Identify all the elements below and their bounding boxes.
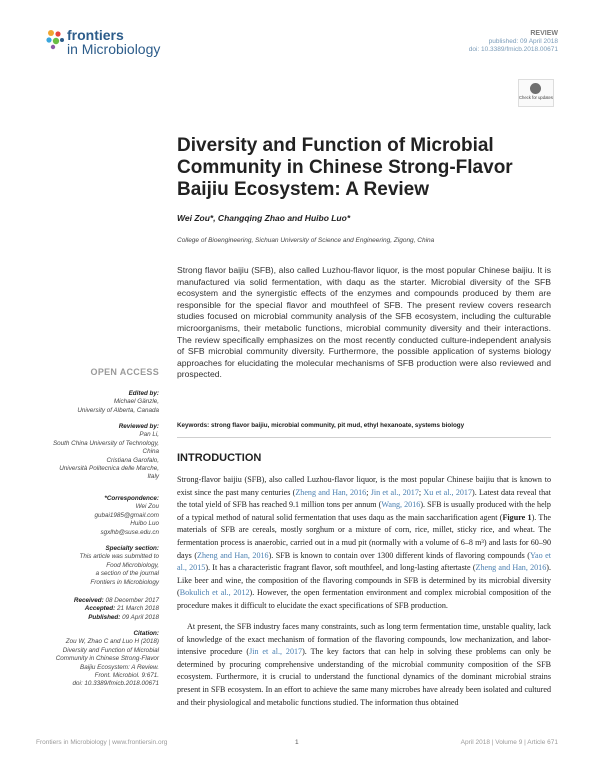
citation-doi[interactable]: doi: 10.3389/fmicb.2018.00671 [72,680,159,688]
correspondence [34,495,159,537]
received-row [34,597,159,605]
reviewer1-country: China [142,448,159,456]
reviewed-by [34,423,159,482]
page-number: 1 [295,739,299,746]
citation-line5: Front. Microbiol. 9:671. [94,672,159,680]
p1-text: Strong-flavor baijiu (SFB), also called Luzhou-flavor liquor, is the most popular Chinese baijiu that is known to exist since the past many centuries ( [177,475,551,497]
citation-link[interactable]: Yao et al., 2015 [177,550,551,573]
specialty-section [34,545,159,587]
citation-line1: Zou W, Zhao C and Luo H (2018) [65,638,159,646]
citation-line3: Community in Chinese Strong-Flavor [55,655,159,663]
citation-label: Citation: [133,630,159,637]
figure-reference[interactable]: Figure 1 [502,512,532,522]
citation-line4: Baijiu Ecosystem: A Review. [80,663,159,671]
dates [34,597,159,622]
citation-link[interactable]: Jin et al., 2017 [249,647,303,657]
p1-text: ). It has a characteristic fragrant flavor, soft mouthfeel, and long-lasting aftertaste ( [205,563,476,573]
paragraph-2 [177,621,551,709]
paragraph-1 [177,474,551,613]
p1-text: ). SFB is usually produced with the help of a typical method of natural solid fermentation that uses daqu as the main saccharification agent ( [177,500,551,522]
corr1-email[interactable]: gubai1985@gmail.com [94,511,159,519]
corr2-name: Huibo Luo [130,520,159,528]
edited-by-label: Edited by: [128,390,159,397]
corr1-name: Wei Zou [135,503,159,511]
editor-name: Michael Gänzle, [113,398,159,406]
p1-text: ). Latest data reveal that the total yield of SFB has reached 9.1 million tons per annum ( [177,487,551,510]
keywords-list: strong flavor baijiu, microbial community, pit mud, ethyl hexanoate, systems biology [210,422,465,429]
accepted-label: Accepted: [84,605,116,613]
affiliation: College of Bioengineering, Sichuan University of Science and Engineering, Zigong, China [177,237,435,244]
check-for-updates-icon [530,83,541,94]
footer-volume: April 2018 | Volume 9 | Article 671 [460,739,558,746]
specialty-line3: a section of the journal [95,570,159,578]
footer-journal[interactable]: Frontiers in Microbiology | www.frontiersin.org [36,739,168,746]
edited-by [34,390,159,415]
divider [177,437,551,438]
doi[interactable]: doi: 10.3389/fmicb.2018.00671 [468,46,558,53]
frontiers-logo-icon [44,28,66,50]
keywords-label: Keywords: [177,422,210,429]
p1-text: ; [418,487,424,497]
reviewer2-name: Cristiana Garofalo, [106,456,159,464]
editor-affiliation: University of Alberta, Canada [77,406,159,414]
reviewer2-country: Italy [147,473,159,481]
p1-text: ). The materials of SFB are cereals, mostly sorghum or a mixture of corn, rice, millet, sticky rice, and wheat. The fermentation process is anaerobic, carried out in a mud pit (normally with a volume of 6–8 m³) and lasts for 60–90 days ( [177,512,551,560]
citation-link[interactable]: Xu et al., 2017 [423,487,473,497]
specialty-label: Specialty section: [105,545,159,552]
abstract: Strong flavor baijiu (SFB), also called Luzhou-flavor liquor, is the most popular Chinese baijiu. It is manufactured via solid fermentation, with daqu as the starter. Microbial diversity of the SFB ecosystem and the synergistic effects of the enzymes and compounds produced by them are responsible for the special flavor and mouthfeel of SFB. The present review covers research studies focused on microbial community analysis of the SFB ecosystem, including the culturable microorganisms, their metabolic functions, microbial community diversity and their interactions. The review specifically emphasizes on the most recently conducted culture-independent analysis of SFB microbial community diversity. Furthermore, the possible application of systems biology approaches for elucidating the molecular mechanisms of SFB production were also reviewed and prospected. [177,265,551,380]
check-for-updates-badge[interactable] [518,79,554,107]
citation-link[interactable]: Wang, 2016 [381,500,421,510]
specialty-line4: Frontiers in Microbiology [90,578,159,586]
badge-text: Check for updates [519,95,553,100]
citation-link[interactable]: Zheng and Han, 2016 [475,563,547,573]
p2-text: ). The key factors that can help in solving these problems can only be determined by procuring comprehensive understanding of the microbial community composition of the SFB ecosystem. Furthermore, it is crucial to understand the functional dynamics of the dominant microbial strains present in SFB ecosystem. In an effort to achieve the same many microbes have already been isolated and cultured and their physiological and metabolic functions studied. The information thus obtained [177,647,551,707]
p1-text: ; [366,487,371,497]
article-meta [469,30,558,54]
citation-link[interactable]: Bokulich et al., 2012 [179,588,250,598]
p1-text: ). Like beer and wine, the composition of the flavoring compounds in SFB is determined by its microbial diversity ( [177,563,551,598]
reviewer2-affiliation: Università Politecnica delle Marche, [59,465,159,473]
journal-line2: in Microbiology [67,41,161,57]
accepted-date: 21 March 2018 [116,605,159,613]
authors: Wei Zou*, Changqing Zhao and Huibo Luo* [177,213,351,223]
received-label: Received: [73,597,104,604]
corr2-email[interactable]: sgxlhb@suse.edu.cn [100,528,159,536]
specialty-line1: This article was submitted to [79,553,159,561]
citation-link[interactable]: Zheng and Han, 2016 [197,550,269,560]
published-date-side: 09 April 2018 [122,613,159,621]
journal-line1: frontiers [67,27,124,43]
p1-text: ). SFB is known to contain over 1300 different kinds of flavoring compounds ( [268,550,530,560]
keywords [177,422,551,429]
citation-line2: Diversity and Function of Microbial [62,646,159,654]
correspondence-label: *Correspondence: [104,495,159,502]
reviewer1-affiliation: South China University of Technology, [52,439,159,447]
citation-link[interactable]: Jin et al., 2017 [370,487,419,497]
specialty-line2: Food Microbiology, [106,561,159,569]
p1-text: ). However, the open fermentation environment and complex microbial composition of the procedure makes it difficult to elucidate the exact specifications of SFB production. [177,588,551,610]
published-row [34,614,159,622]
citation-link[interactable]: Zheng and Han, 2016 [295,487,367,497]
journal-name [67,28,160,56]
reviewer1-name: Pan Li, [139,431,159,439]
published-label: Published: [88,613,121,621]
open-access-label: OPEN ACCESS [90,367,159,377]
article-type: REVIEW [530,30,558,37]
p2-text: At present, the SFB industry faces many constraints, such as long term fermentation time, unstable quality, lack of knowledge of the exact mechanism of formation of the flavoring compounds, low mechanization, and labor-intensive procedure ( [177,622,551,657]
section-heading-introduction: INTRODUCTION [177,452,262,464]
reviewed-by-label: Reviewed by: [118,423,159,430]
article-title: Diversity and Function of Microbial Community in Chinese Strong-Flavor Baijiu Ecosystem: A Review [177,135,513,200]
published-date: published: 09 April 2018 [488,38,558,45]
received-date: 08 December 2017 [105,597,159,604]
accepted-row [34,605,159,613]
citation [34,630,159,689]
